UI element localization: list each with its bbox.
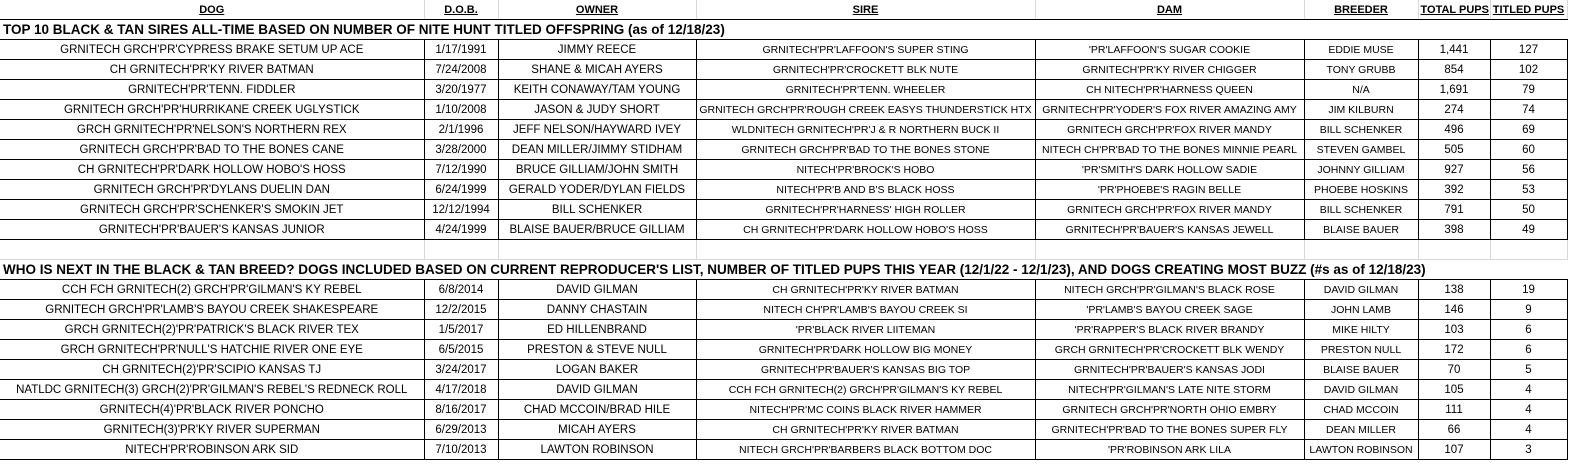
cell-breeder: N/A — [1304, 80, 1418, 100]
cell-sire: NITECH CH'PR'LAMB'S BAYOU CREEK SI — [696, 300, 1035, 320]
cell-sire: GRNITECH'PR'BAUER'S KANSAS BIG TOP — [696, 360, 1035, 380]
table-row — [0, 120, 1567, 140]
cell-total-pups: 66 — [1418, 420, 1490, 440]
cell-dob: 12/2/2015 — [424, 300, 498, 320]
section1-title: TOP 10 BLACK & TAN SIRES ALL-TIME BASED ON NUMBER OF NITE HUNT TITLED OFFSPRING (as of 12/18/23) — [0, 20, 1567, 40]
cell-total-pups: 146 — [1418, 300, 1490, 320]
cell-dob: 3/24/2017 — [424, 360, 498, 380]
cell-total-pups: 105 — [1418, 380, 1490, 400]
empty-cell — [424, 240, 498, 260]
cell-dob: 3/20/1977 — [424, 80, 498, 100]
header-titled-pups: TITLED PUPS — [1490, 0, 1567, 20]
table-row — [0, 340, 1567, 360]
cell-titled-pups: 50 — [1490, 200, 1567, 220]
cell-total-pups: 854 — [1418, 60, 1490, 80]
empty-cell — [498, 240, 696, 260]
cell-dog: GRNITECH GRCH'PR'CYPRESS BRAKE SETUM UP ACE — [0, 40, 424, 60]
cell-total-pups: 1,441 — [1418, 40, 1490, 60]
cell-dog: GRCH GRNITECH'PR'NULL'S HATCHIE RIVER ONE EYE — [0, 340, 424, 360]
cell-dob: 6/24/1999 — [424, 180, 498, 200]
cell-dob: 6/8/2014 — [424, 280, 498, 300]
cell-sire: GRNITECH'PR'DARK HOLLOW BIG MONEY — [696, 340, 1035, 360]
cell-titled-pups: 6 — [1490, 340, 1567, 360]
cell-dam: 'PR'RAPPER'S BLACK RIVER BRANDY — [1035, 320, 1304, 340]
table-row — [0, 420, 1567, 440]
cell-titled-pups: 102 — [1490, 60, 1567, 80]
cell-breeder: BLAISE BAUER — [1304, 220, 1418, 240]
cell-dam: 'PR'PHOEBE'S RAGIN BELLE — [1035, 180, 1304, 200]
cell-titled-pups: 79 — [1490, 80, 1567, 100]
cell-titled-pups: 19 — [1490, 280, 1567, 300]
cell-owner: JEFF NELSON/HAYWARD IVEY — [498, 120, 696, 140]
cell-titled-pups: 56 — [1490, 160, 1567, 180]
cell-owner: ED HILLENBRAND — [498, 320, 696, 340]
cell-titled-pups: 74 — [1490, 100, 1567, 120]
cell-breeder: JOHNNY GILLIAM — [1304, 160, 1418, 180]
cell-dob: 7/24/2008 — [424, 60, 498, 80]
table-row — [0, 140, 1567, 160]
table-row — [0, 100, 1567, 120]
cell-breeder: DEAN MILLER — [1304, 420, 1418, 440]
cell-total-pups: 70 — [1418, 360, 1490, 380]
cell-dam: GRNITECH GRCH'PR'NORTH OHIO EMBRY — [1035, 400, 1304, 420]
cell-sire: NITECH GRCH'PR'BARBERS BLACK BOTTOM DOC — [696, 440, 1035, 460]
cell-total-pups: 103 — [1418, 320, 1490, 340]
empty-cell — [1490, 240, 1567, 260]
section2-title: WHO IS NEXT IN THE BLACK & TAN BREED? DOGS INCLUDED BASED ON CURRENT REPRODUCER'S LIST, NUMBER OF TITLED PUPS THIS YEAR (12/1/22 - 12/1/23), AND DOGS CREATING MOST BUZZ (#s as of 12/18/23) — [0, 260, 1567, 280]
cell-sire: CCH FCH GRNITECH(2) GRCH'PR'GILMAN'S KY REBEL — [696, 380, 1035, 400]
table-row — [0, 180, 1567, 200]
cell-total-pups: 1,691 — [1418, 80, 1490, 100]
cell-dog: NITECH'PR'ROBINSON ARK SID — [0, 440, 424, 460]
cell-dam: NITECH'PR'GILMAN'S LATE NITE STORM — [1035, 380, 1304, 400]
cell-dam: 'PR'SMITH'S DARK HOLLOW SADIE — [1035, 160, 1304, 180]
cell-owner: BLAISE BAUER/BRUCE GILLIAM — [498, 220, 696, 240]
cell-titled-pups: 4 — [1490, 420, 1567, 440]
cell-sire: 'PR'BLACK RIVER LIITEMAN — [696, 320, 1035, 340]
cell-dam: CH NITECH'PR'HARNESS QUEEN — [1035, 80, 1304, 100]
cell-breeder: EDDIE MUSE — [1304, 40, 1418, 60]
cell-dam: GRNITECH'PR'KY RIVER CHIGGER — [1035, 60, 1304, 80]
cell-dog: GRNITECH GRCH'PR'LAMB'S BAYOU CREEK SHAKESPEARE — [0, 300, 424, 320]
cell-breeder: BILL SCHENKER — [1304, 200, 1418, 220]
table-row — [0, 160, 1567, 180]
cell-dog: CH GRNITECH'PR'KY RIVER BATMAN — [0, 60, 424, 80]
cell-dob: 3/28/2000 — [424, 140, 498, 160]
cell-titled-pups: 6 — [1490, 320, 1567, 340]
cell-dog: GRNITECH GRCH'PR'BAD TO THE BONES CANE — [0, 140, 424, 160]
table-row — [0, 320, 1567, 340]
empty-cell — [1035, 240, 1304, 260]
cell-sire: CH GRNITECH'PR'KY RIVER BATMAN — [696, 420, 1035, 440]
table-row — [0, 300, 1567, 320]
section-title-row — [0, 260, 1567, 280]
cell-dog: GRNITECH GRCH'PR'HURRIKANE CREEK UGLYSTICK — [0, 100, 424, 120]
cell-total-pups: 172 — [1418, 340, 1490, 360]
cell-owner: BRUCE GILLIAM/JOHN SMITH — [498, 160, 696, 180]
blank-row — [0, 240, 1567, 260]
cell-owner: GERALD YODER/DYLAN FIELDS — [498, 180, 696, 200]
cell-titled-pups: 69 — [1490, 120, 1567, 140]
empty-cell — [0, 240, 424, 260]
cell-owner: JASON & JUDY SHORT — [498, 100, 696, 120]
cell-dob: 1/10/2008 — [424, 100, 498, 120]
cell-dob: 12/12/1994 — [424, 200, 498, 220]
cell-breeder: PRESTON NULL — [1304, 340, 1418, 360]
cell-sire: GRNITECH'PR'LAFFOON'S SUPER STING — [696, 40, 1035, 60]
cell-dog: CCH FCH GRNITECH(2) GRCH'PR'GILMAN'S KY REBEL — [0, 280, 424, 300]
cell-dam: 'PR'LAFFOON'S SUGAR COOKIE — [1035, 40, 1304, 60]
cell-dob: 8/16/2017 — [424, 400, 498, 420]
cell-total-pups: 392 — [1418, 180, 1490, 200]
cell-dam: GRCH GRNITECH'PR'CROCKETT BLK WENDY — [1035, 340, 1304, 360]
cell-total-pups: 496 — [1418, 120, 1490, 140]
cell-breeder: JIM KILBURN — [1304, 100, 1418, 120]
cell-titled-pups: 60 — [1490, 140, 1567, 160]
cell-sire: CH GRNITECH'PR'KY RIVER BATMAN — [696, 280, 1035, 300]
cell-breeder: LAWTON ROBINSON — [1304, 440, 1418, 460]
header-row — [0, 0, 1567, 20]
cell-sire: GRNITECH GRCH'PR'ROUGH CREEK EASYS THUNDERSTICK HTX — [696, 100, 1035, 120]
cell-owner: KEITH CONAWAY/TAM YOUNG — [498, 80, 696, 100]
cell-sire: WLDNITECH GRNITECH'PR'J & R NORTHERN BUCK II — [696, 120, 1035, 140]
header-dob: D.O.B. — [424, 0, 498, 20]
cell-dog: GRNITECH'PR'BAUER'S KANSAS JUNIOR — [0, 220, 424, 240]
cell-owner: DAVID GILMAN — [498, 380, 696, 400]
cell-sire: GRNITECH'PR'TENN. WHEELER — [696, 80, 1035, 100]
cell-dam: 'PR'LAMB'S BAYOU CREEK SAGE — [1035, 300, 1304, 320]
cell-titled-pups: 4 — [1490, 400, 1567, 420]
cell-dam: GRNITECH GRCH'PR'FOX RIVER MANDY — [1035, 200, 1304, 220]
cell-sire: NITECH'PR'B AND B'S BLACK HOSS — [696, 180, 1035, 200]
cell-owner: DAVID GILMAN — [498, 280, 696, 300]
table-row — [0, 60, 1567, 80]
header-breeder: BREEDER — [1304, 0, 1418, 20]
cell-dam: NITECH CH'PR'BAD TO THE BONES MINNIE PEARL — [1035, 140, 1304, 160]
cell-dam: GRNITECH'PR'YODER'S FOX RIVER AMAZING AMY — [1035, 100, 1304, 120]
cell-owner: DEAN MILLER/JIMMY STIDHAM — [498, 140, 696, 160]
cell-sire: NITECH'PR'BROCK'S HOBO — [696, 160, 1035, 180]
header-dam: DAM — [1035, 0, 1304, 20]
cell-dam: 'PR'ROBINSON ARK LILA — [1035, 440, 1304, 460]
cell-dob: 4/17/2018 — [424, 380, 498, 400]
cell-dog: GRCH GRNITECH(2)'PR'PATRICK'S BLACK RIVER TEX — [0, 320, 424, 340]
header-owner: OWNER — [498, 0, 696, 20]
cell-dob: 4/24/1999 — [424, 220, 498, 240]
cell-owner: BILL SCHENKER — [498, 200, 696, 220]
cell-sire: GRNITECH'PR'CROCKETT BLK NUTE — [696, 60, 1035, 80]
cell-owner: PRESTON & STEVE NULL — [498, 340, 696, 360]
section-title-row — [0, 20, 1567, 40]
cell-dog: GRNITECH(4)'PR'BLACK RIVER PONCHO — [0, 400, 424, 420]
cell-dog: GRNITECH(3)'PR'KY RIVER SUPERMAN — [0, 420, 424, 440]
table-row — [0, 380, 1567, 400]
cell-dob: 7/12/1990 — [424, 160, 498, 180]
header-total-pups: TOTAL PUPS — [1418, 0, 1490, 20]
table-row — [0, 400, 1567, 420]
cell-total-pups: 791 — [1418, 200, 1490, 220]
cell-dam: GRNITECH'PR'BAUER'S KANSAS JEWELL — [1035, 220, 1304, 240]
cell-breeder: CHAD MCCOIN — [1304, 400, 1418, 420]
cell-titled-pups: 49 — [1490, 220, 1567, 240]
cell-dam: NITECH GRCH'PR'GILMAN'S BLACK ROSE — [1035, 280, 1304, 300]
cell-dob: 7/10/2013 — [424, 440, 498, 460]
cell-titled-pups: 53 — [1490, 180, 1567, 200]
cell-dog: CH GRNITECH'PR'DARK HOLLOW HOBO'S HOSS — [0, 160, 424, 180]
cell-total-pups: 505 — [1418, 140, 1490, 160]
cell-dob: 1/17/1991 — [424, 40, 498, 60]
table-row — [0, 280, 1567, 300]
cell-breeder: MIKE HILTY — [1304, 320, 1418, 340]
cell-dog: GRNITECH GRCH'PR'SCHENKER'S SMOKIN JET — [0, 200, 424, 220]
header-dog: DOG — [0, 0, 424, 20]
cell-dam: GRNITECH'PR'BAD TO THE BONES SUPER FLY — [1035, 420, 1304, 440]
cell-sire: NITECH'PR'MC COINS BLACK RIVER HAMMER — [696, 400, 1035, 420]
cell-dob: 6/5/2015 — [424, 340, 498, 360]
empty-cell — [1418, 240, 1490, 260]
cell-breeder: BILL SCHENKER — [1304, 120, 1418, 140]
table-row — [0, 440, 1567, 460]
cell-dob: 2/1/1996 — [424, 120, 498, 140]
cell-owner: CHAD MCCOIN/BRAD HILE — [498, 400, 696, 420]
cell-owner: LAWTON ROBINSON — [498, 440, 696, 460]
cell-dob: 6/29/2013 — [424, 420, 498, 440]
cell-titled-pups: 4 — [1490, 380, 1567, 400]
cell-total-pups: 138 — [1418, 280, 1490, 300]
cell-owner: LOGAN BAKER — [498, 360, 696, 380]
table-row — [0, 40, 1567, 60]
cell-dog: GRNITECH GRCH'PR'DYLANS DUELIN DAN — [0, 180, 424, 200]
cell-dob: 1/5/2017 — [424, 320, 498, 340]
table-row — [0, 80, 1567, 100]
header-sire: SIRE — [696, 0, 1035, 20]
cell-owner: SHANE & MICAH AYERS — [498, 60, 696, 80]
cell-breeder: PHOEBE HOSKINS — [1304, 180, 1418, 200]
cell-breeder: BLAISE BAUER — [1304, 360, 1418, 380]
cell-total-pups: 274 — [1418, 100, 1490, 120]
cell-owner: DANNY CHASTAIN — [498, 300, 696, 320]
cell-total-pups: 107 — [1418, 440, 1490, 460]
empty-cell — [1304, 240, 1418, 260]
empty-cell — [696, 240, 1035, 260]
cell-dog: NATLDC GRNITECH(3) GRCH(2)'PR'GILMAN'S REBEL'S REDNECK ROLL — [0, 380, 424, 400]
cell-breeder: STEVEN GAMBEL — [1304, 140, 1418, 160]
cell-breeder: JOHN LAMB — [1304, 300, 1418, 320]
cell-dog: GRNITECH'PR'TENN. FIDDLER — [0, 80, 424, 100]
cell-titled-pups: 9 — [1490, 300, 1567, 320]
table-row — [0, 220, 1567, 240]
cell-dam: GRNITECH'PR'BAUER'S KANSAS JODI — [1035, 360, 1304, 380]
cell-dog: CH GRNITECH(2)'PR'SCIPIO KANSAS TJ — [0, 360, 424, 380]
cell-dam: GRNITECH GRCH'PR'FOX RIVER MANDY — [1035, 120, 1304, 140]
cell-titled-pups: 127 — [1490, 40, 1567, 60]
cell-breeder: TONY GRUBB — [1304, 60, 1418, 80]
cell-total-pups: 927 — [1418, 160, 1490, 180]
cell-sire: GRNITECH'PR'HARNESS' HIGH ROLLER — [696, 200, 1035, 220]
table-row — [0, 360, 1567, 380]
cell-titled-pups: 5 — [1490, 360, 1567, 380]
cell-sire: CH GRNITECH'PR'DARK HOLLOW HOBO'S HOSS — [696, 220, 1035, 240]
cell-total-pups: 111 — [1418, 400, 1490, 420]
cell-total-pups: 398 — [1418, 220, 1490, 240]
cell-sire: GRNITECH GRCH'PR'BAD TO THE BONES STONE — [696, 140, 1035, 160]
cell-breeder: DAVID GILMAN — [1304, 280, 1418, 300]
cell-owner: MICAH AYERS — [498, 420, 696, 440]
cell-dog: GRCH GRNITECH'PR'NELSON'S NORTHERN REX — [0, 120, 424, 140]
cell-breeder: DAVID GILMAN — [1304, 380, 1418, 400]
cell-titled-pups: 3 — [1490, 440, 1567, 460]
table-row — [0, 200, 1567, 220]
cell-owner: JIMMY REECE — [498, 40, 696, 60]
